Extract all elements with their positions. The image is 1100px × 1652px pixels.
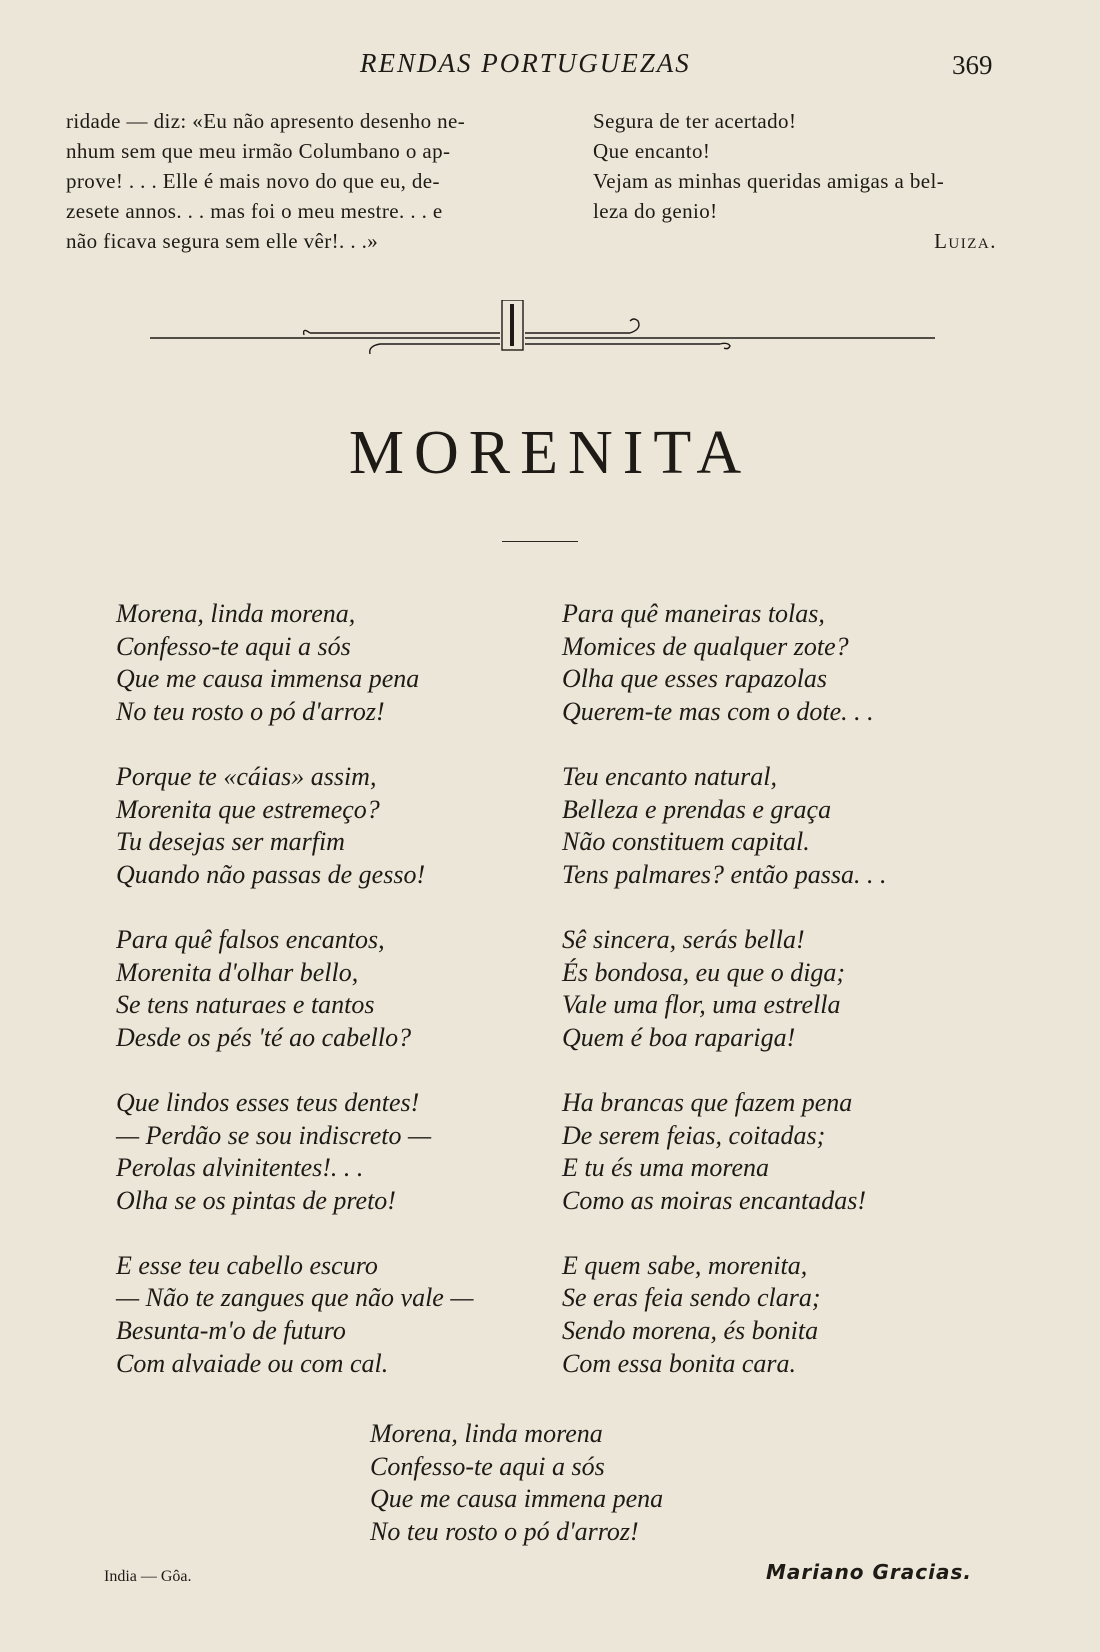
verse-line: Ha brancas que fazem pena	[562, 1087, 853, 1117]
verse-line: Querem-te mas com o dote. . .	[562, 696, 874, 726]
verse-line: Sê sincera, serás bella!	[562, 924, 805, 954]
verse-line: Morena, linda morena	[370, 1419, 603, 1448]
verse-line: Quando não passas de gesso!	[116, 859, 426, 889]
stanza	[116, 598, 546, 728]
intro-line: nhum sem que meu irmão Columbano o ap-	[66, 139, 451, 163]
verse-line: Olha que esses rapazolas	[562, 664, 828, 694]
poem-left-column	[116, 598, 546, 1413]
intro-right-column	[593, 106, 1025, 256]
verse-line: De serem feias, coitadas;	[562, 1120, 826, 1150]
title-rule	[502, 541, 578, 542]
verse-line: E tu és uma morena	[562, 1153, 770, 1183]
place-line: India — Gôa.	[104, 1568, 192, 1585]
verse-line: Besunta-m'o de futuro	[116, 1316, 346, 1346]
intro-line: zesete annos. . . mas foi o meu mestre. . . e	[66, 199, 443, 223]
stanza	[562, 598, 1002, 728]
author-signature: Mariano Gracias.	[765, 1560, 972, 1584]
intro-line: Que encanto!	[593, 139, 711, 163]
stanza	[116, 1087, 546, 1217]
poem-right-column	[562, 598, 1002, 1413]
running-title: RENDAS PORTUGUEZAS	[360, 48, 691, 78]
verse-line: Como as moiras encantadas!	[562, 1185, 867, 1215]
verse-line: Sendo morena, és bonita	[562, 1316, 819, 1346]
verse-line: Momices de qualquer zote?	[562, 631, 849, 661]
verse-line: Desde os pés 'té ao cabello?	[116, 1022, 412, 1052]
verse-line: Morenita d'olhar bello,	[116, 957, 359, 987]
verse-line: Com essa bonita cara.	[562, 1348, 796, 1378]
intro-line: Vejam as minhas queridas amigas a bel-	[593, 169, 945, 193]
verse-line: Tu desejas ser marfim	[116, 827, 345, 857]
verse-line: No teu rosto o pó d'arroz!	[370, 1516, 639, 1546]
verse-line: Que me causa immena pena	[370, 1484, 664, 1514]
verse-line: Confesso-te aqui a sós	[116, 631, 351, 661]
verse-line: Que lindos esses teus dentes!	[116, 1087, 420, 1117]
intro-left-column	[66, 106, 528, 256]
intro-line: prove! . . . Elle é mais novo do que eu, de-	[66, 169, 440, 193]
verse-line: Morena, linda morena,	[116, 599, 356, 628]
intro-line: leza do genio!	[593, 199, 718, 223]
intro-signature: Luiza.	[934, 229, 997, 253]
verse-line: Não constituem capital.	[562, 827, 810, 857]
intro-line: não ficava segura sem elle vêr!. . .»	[66, 229, 379, 253]
verse-line: Perolas alvinitentes!. . .	[116, 1153, 364, 1183]
verse-line: Se eras feia sendo clara;	[562, 1283, 821, 1313]
verse-line: Morenita que estremeço?	[116, 794, 380, 824]
verse-line: Teu encanto natural,	[562, 761, 777, 791]
verse-line: Tens palmares? então passa. . .	[562, 859, 887, 889]
intro-line: ridade — diz: «Eu não apresento desenho ne-	[66, 109, 466, 133]
poem-title: MORENITA	[348, 419, 752, 487]
verse-line: Para quê maneiras tolas,	[562, 599, 825, 628]
verse-line: Para quê falsos encantos,	[116, 924, 385, 954]
stanza	[562, 761, 1002, 891]
verse-line: És bondosa, eu que o diga;	[562, 957, 846, 987]
stanza	[116, 924, 546, 1054]
verse-line: — Não te zangues que não vale —	[116, 1283, 474, 1313]
verse-line: Que me causa immensa pena	[116, 664, 420, 694]
verse-line: Belleza e prendas e graça	[562, 794, 832, 824]
verse-line: Olha se os pintas de preto!	[116, 1185, 396, 1215]
verse-line: Se tens naturaes e tantos	[116, 990, 375, 1020]
intro-line: Segura de ter acertado!	[593, 109, 797, 133]
stanza	[562, 1087, 1002, 1217]
verse-line: No teu rosto o pó d'arroz!	[116, 696, 385, 726]
verse-line: Com alvaiade ou com cal.	[116, 1348, 389, 1378]
poem-refrain	[370, 1418, 663, 1548]
verse-line: Vale uma flor, uma estrella	[562, 990, 841, 1020]
stanza	[116, 1250, 546, 1380]
ornament-divider	[150, 300, 935, 380]
verse-line: E quem sabe, morenita,	[562, 1250, 808, 1280]
page-header	[0, 48, 1100, 88]
verse-line: Quem é boa rapariga!	[562, 1022, 796, 1052]
page-number: 369	[952, 50, 993, 80]
stanza	[562, 1250, 1002, 1380]
verse-line: Porque te «cáias» assim,	[116, 761, 377, 791]
stanza	[116, 761, 546, 891]
stanza	[562, 924, 1002, 1054]
verse-line: E esse teu cabello escuro	[116, 1250, 378, 1280]
verse-line: Confesso-te aqui a sós	[370, 1451, 605, 1481]
verse-line: — Perdão se sou indiscreto —	[116, 1120, 432, 1150]
